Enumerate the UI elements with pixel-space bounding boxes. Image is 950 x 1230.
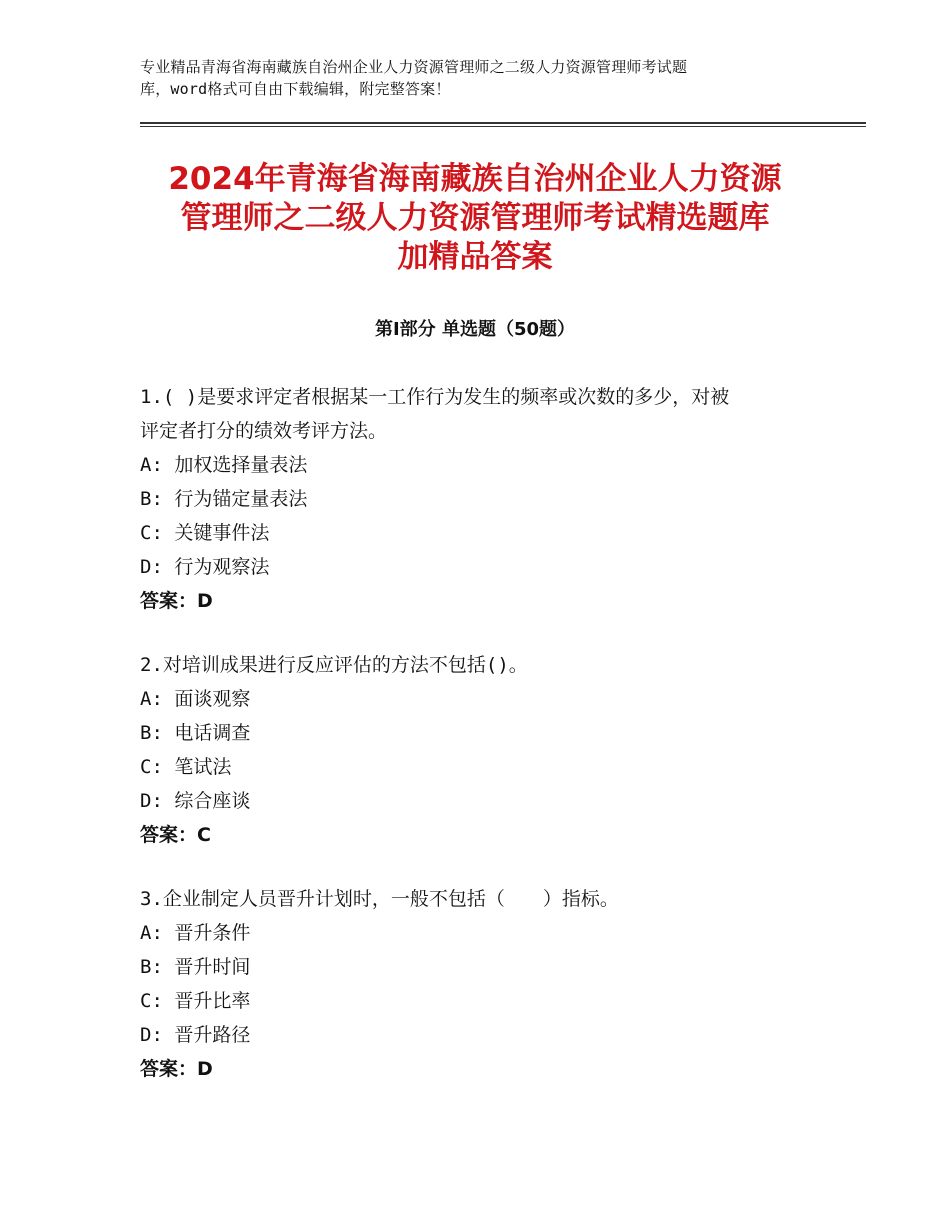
- question-list: [140, 380, 820, 1116]
- question-2: [140, 648, 820, 852]
- option-a: A: 加权选择量表法: [140, 454, 308, 476]
- document-title-line-3: 加精品答案: [397, 239, 553, 275]
- header-divider-thick: [140, 122, 866, 124]
- option-b: B: 行为锚定量表法: [140, 488, 308, 510]
- question-stem: 3.企业制定人员晋升计划时，一般不包括（ ）指标。: [140, 888, 619, 910]
- question-3: [140, 882, 820, 1086]
- answer-label: 答案：C: [140, 824, 211, 846]
- question-stem-continued: 评定者打分的绩效考评方法。: [140, 420, 388, 442]
- option-b: B: 电话调查: [140, 722, 251, 744]
- document-title: [100, 160, 850, 277]
- option-c: C: 关键事件法: [140, 522, 270, 544]
- section-heading: 第Ⅰ部分 单选题（50题）: [374, 319, 575, 340]
- document-title-line-1: 2024年青海省海南藏族自治州企业人力资源: [168, 161, 782, 197]
- header-note-line-1: 专业精品青海省海南藏族自治州企业人力资源管理师之二级人力资源管理师考试题: [140, 58, 688, 76]
- option-c: C: 晋升比率: [140, 990, 251, 1012]
- question-1: [140, 380, 820, 618]
- answer-label: 答案：D: [140, 590, 213, 612]
- option-a: A: 晋升条件: [140, 922, 251, 944]
- option-d: D: 行为观察法: [140, 556, 270, 578]
- header-note-line-2: 库，word格式可自由下载编辑，附完整答案！: [140, 80, 451, 98]
- option-d: D: 综合座谈: [140, 790, 251, 812]
- option-b: B: 晋升时间: [140, 956, 251, 978]
- question-stem: 1.( )是要求评定者根据某一工作行为发生的频率或次数的多少，对被: [140, 386, 730, 408]
- option-d: D: 晋升路径: [140, 1024, 251, 1046]
- option-c: C: 笔试法: [140, 756, 232, 778]
- header-divider-thin: [140, 126, 866, 127]
- answer-label: 答案：D: [140, 1058, 213, 1080]
- question-stem: 2.对培训成果进行反应评估的方法不包括()。: [140, 654, 528, 676]
- option-a: A: 面谈观察: [140, 688, 251, 710]
- document-title-line-2: 管理师之二级人力资源管理师考试精选题库: [180, 200, 770, 236]
- header-note: [140, 56, 830, 100]
